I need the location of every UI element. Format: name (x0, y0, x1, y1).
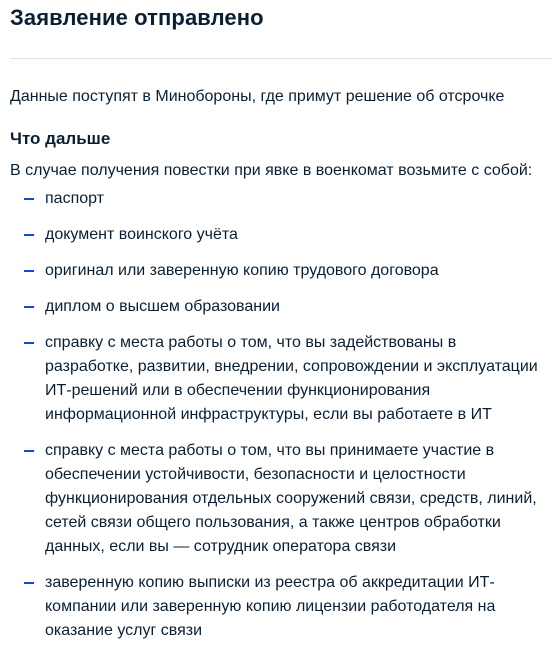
required-documents-list (10, 187, 547, 643)
list-item (10, 223, 547, 247)
list-item-text: документ воинского учёта (45, 226, 238, 243)
list-item (10, 259, 547, 283)
dash-icon (24, 306, 34, 308)
documents-intro: В случае получения повестки при явке в военкомат возьмите с собой: (10, 162, 533, 179)
list-item-text: оригинал или заверенную копию трудового договора (45, 262, 439, 279)
status-message: Данные поступят в Минобороны, где примут решение об отсрочке (10, 88, 505, 105)
page-title: Заявление отправлено (10, 5, 264, 30)
dash-icon (24, 342, 34, 344)
list-item (10, 439, 547, 559)
list-item-text: заверенную копию выписки из реестра об аккредитации ИТ-компании или заверенную копию лицензии работодателя на оказание услуг связи (45, 574, 496, 639)
list-item (10, 295, 547, 319)
list-item-text: справку с места работы о том, что вы принимаете участие в обеспечении устойчивости, безопасности и целостности функционирования отдельных сооружений связи, средств, линий, сетей связи общего пользования, а также центров обработки данных, если вы — сотрудник оператора связи (45, 442, 537, 555)
dash-icon (24, 270, 34, 272)
section-heading-next-steps: Что дальше (10, 129, 111, 148)
divider (10, 58, 553, 59)
list-item-text: диплом о высшем образовании (45, 298, 280, 315)
dash-icon (24, 582, 34, 584)
list-item (10, 571, 547, 643)
list-item-text: паспорт (45, 190, 104, 207)
dash-icon (24, 450, 34, 452)
dash-icon (24, 198, 34, 200)
dash-icon (24, 234, 34, 236)
list-item (10, 187, 547, 211)
list-item (10, 331, 547, 427)
list-item-text: справку с места работы о том, что вы задействованы в разработке, развитии, внедрении, сопровождении и эксплуатации ИТ-решений или в обеспечении функционирования информационной инфраструктуры, если вы работаете в ИТ (45, 334, 538, 423)
